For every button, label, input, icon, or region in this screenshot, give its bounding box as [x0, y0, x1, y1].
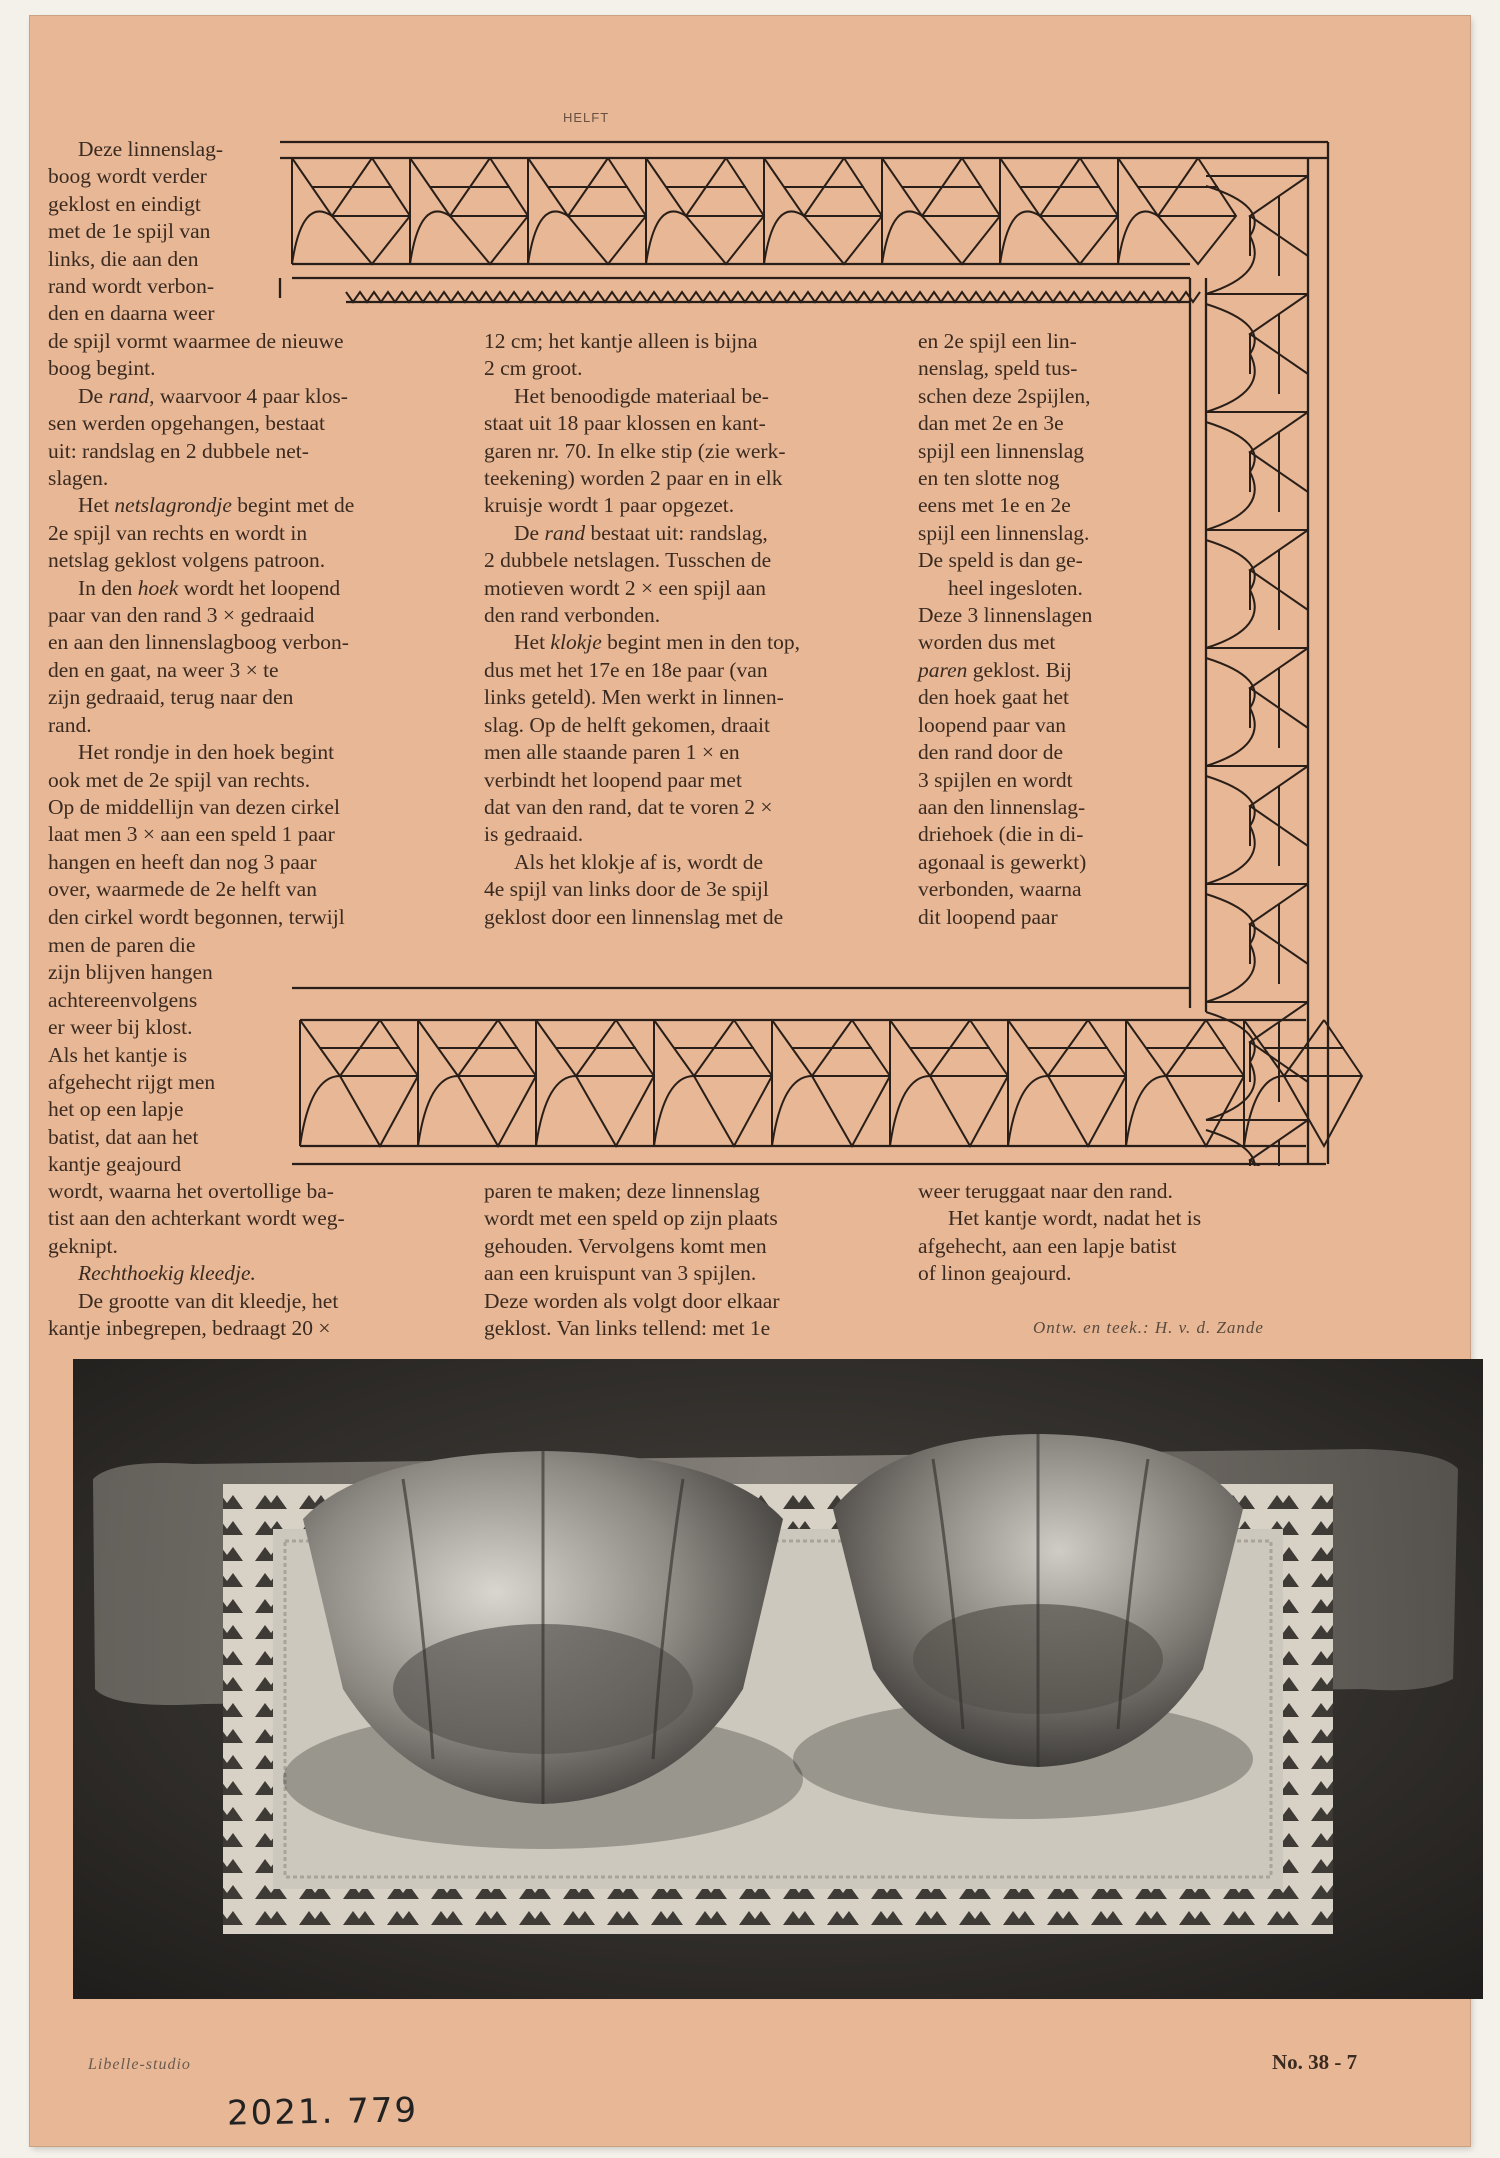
text-line: 2e spijl van rechts en wordt in [48, 520, 308, 545]
text-line: en aan den linnenslagboog verbon- [48, 630, 349, 655]
text-line: of linon geajourd. [918, 1261, 1072, 1286]
column-2-top [484, 328, 904, 931]
text-line: Het klokje begint men in den top, [514, 630, 800, 655]
text-line: Als het kantje is [48, 1042, 188, 1067]
text-line: rand. [48, 712, 92, 737]
text-line: afgehecht, aan een lapje batist [918, 1233, 1177, 1258]
text-line: dat van den rand, dat te voren 2 × [484, 794, 773, 819]
text-line: Het kantje wordt, nadat het is [948, 1206, 1202, 1231]
text-line: gehouden. Vervolgens komt men [484, 1233, 767, 1258]
text-line: batist, dat aan het [48, 1124, 199, 1149]
text-line: De speld is dan ge- [918, 548, 1083, 573]
text-line: schen deze 2spijlen, [918, 383, 1091, 408]
photo-bowls-on-lace-cloth [73, 1359, 1483, 1999]
column-1-middle [48, 328, 466, 931]
text-line: In den hoek wordt het loopend [78, 575, 341, 600]
text-line: kruisje wordt 1 paar opgezet. [484, 493, 735, 518]
text-line: aan een kruispunt van 3 spijlen. [484, 1261, 757, 1286]
text-line: spijl een linnenslag [918, 438, 1084, 463]
text-line: geklost door een linnenslag met de [484, 904, 784, 929]
text-line: dan met 2e en 3e [918, 411, 1064, 436]
text-line: het op een lapje [48, 1097, 184, 1122]
column-1-top [48, 136, 276, 328]
column-1-lower [48, 932, 276, 1179]
text-line: den rand verbonden. [484, 603, 661, 628]
text-line: sen werden opgehangen, bestaat [48, 411, 326, 436]
text-line: zijn gedraaid, terug naar den [48, 685, 294, 710]
text-line: men de paren die [48, 933, 196, 957]
text-line: Op de middellijn van dezen cirkel [48, 794, 340, 819]
text-line: den en daarna weer [48, 301, 215, 326]
design-credit: Ontw. en teek.: H. v. d. Zande [1033, 1318, 1264, 1337]
text-line: eens met 1e en 2e [918, 493, 1071, 518]
text-line: De rand bestaat uit: randslag, [514, 520, 768, 545]
text-line: nenslag, speld tus- [918, 356, 1078, 381]
page-number: No. 38 - 7 [1272, 2050, 1358, 2074]
text-line: men alle staande paren 1 × en [484, 740, 740, 765]
text-line: wordt met een speld op zijn plaats [484, 1206, 778, 1231]
text-line: den hoek gaat het [918, 685, 1070, 710]
text-line: De grootte van dit kleedje, het [78, 1288, 339, 1313]
text-line: kantje geajourd [48, 1152, 182, 1177]
text-line: Het rondje in den hoek begint [78, 740, 335, 765]
text-line: met de 1e spijl van [48, 219, 211, 244]
text-line: verbindt het loopend paar met [484, 767, 742, 792]
text-line: en ten slotte nog [918, 466, 1060, 491]
handwritten-accession-number: 2021. 779 [226, 2090, 419, 2134]
text-line: staat uit 18 paar klossen en kant- [484, 411, 766, 436]
text-line: geklost en eindigt [48, 191, 201, 216]
text-line: agonaal is gewerkt) [918, 849, 1087, 874]
text-line: teekening) worden 2 paar en in elk [484, 466, 783, 491]
text-line: 2 dubbele netslagen. Tusschen de [484, 548, 772, 573]
text-line: boog begint. [48, 356, 156, 381]
text-line: netslag geklost volgens patroon. [48, 548, 326, 573]
text-line: ook met de 2e spijl van rechts. [48, 767, 311, 792]
text-line: kantje inbegrepen, bedraagt 20 × [48, 1316, 331, 1341]
text-line: De rand, waarvoor 4 paar klos- [78, 383, 348, 408]
text-line: hangen en heeft dan nog 3 paar [48, 849, 317, 874]
text-line: boog wordt verder [48, 164, 207, 189]
text-line: links, die aan den [48, 246, 199, 271]
column-2-bottom [484, 1178, 904, 1342]
text-line: Deze linnenslag- [78, 137, 224, 161]
text-line: 4e spijl van links door de 3e spijl [484, 877, 769, 902]
text-line: aan den linnenslag- [918, 794, 1086, 819]
text-line: wordt, waarna het overtollige ba- [48, 1179, 334, 1203]
text-line: Als het klokje af is, wordt de [514, 849, 763, 874]
text-line: afgehecht rijgt men [48, 1070, 216, 1095]
text-line: geknipt. [48, 1233, 118, 1258]
text-line: links geteld). Men werkt in linnen- [484, 685, 784, 710]
text-line: spijl een linnenslag. [918, 520, 1090, 545]
text-line: Deze worden als volgt door elkaar [484, 1288, 780, 1313]
text-line: paren te maken; deze linnenslag [484, 1179, 760, 1203]
text-line: driehoek (die in di- [918, 822, 1084, 847]
text-line: garen nr. 70. In elke stip (zie werk- [484, 438, 786, 463]
text-line: verbonden, waarna [918, 877, 1082, 902]
text-line: over, waarmede de 2e helft van [48, 877, 317, 902]
text-line: Het benoodigde materiaal be- [514, 383, 769, 408]
text-line: laat men 3 × aan een speld 1 paar [48, 822, 335, 847]
text-line: dit loopend paar [918, 904, 1058, 929]
text-line: den rand door de [918, 740, 1064, 765]
text-line: achtereenvolgens [48, 987, 198, 1012]
text-line: den cirkel wordt begonnen, terwijl [48, 904, 345, 929]
magazine-page [30, 16, 1470, 2146]
text-line: paren geklost. Bij [918, 657, 1072, 682]
text-line: er weer bij klost. [48, 1015, 193, 1040]
text-line: rand wordt verbon- [48, 274, 214, 299]
column-1-bottom [48, 1178, 466, 1342]
text-line: den en gaat, na weer 3 × te [48, 657, 279, 682]
text-line: slag. Op de helft gekomen, draait [484, 712, 770, 737]
text-line: 12 cm; het kantje alleen is bijna [484, 329, 758, 353]
text-line: dus met het 17e en 18e paar (van [484, 657, 768, 682]
text-line: worden dus met [918, 630, 1056, 655]
text-line: 2 cm groot. [484, 356, 583, 381]
text-line: zijn blijven hangen [48, 960, 213, 985]
text-line: weer teruggaat naar den rand. [918, 1179, 1173, 1203]
text-line: Het netslagrondje begint met de [78, 493, 355, 518]
text-line: paar van den rand 3 × gedraaid [48, 603, 315, 628]
text-line: uit: randslag en 2 dubbele net- [48, 438, 309, 463]
text-line: slagen. [48, 466, 109, 491]
section-heading: Rechthoekig kleedje. [78, 1261, 256, 1286]
text-line: geklost. Van links tellend: met 1e [484, 1316, 771, 1341]
text-line: heel ingesloten. [948, 575, 1083, 600]
text-line: is gedraaid. [484, 822, 584, 847]
text-line: motieven wordt 2 × een spijl aan [484, 575, 766, 600]
text-line: Deze 3 linnenslagen [918, 603, 1093, 628]
text-line: tist aan den achterkant wordt weg- [48, 1206, 345, 1231]
running-head: HELFT [563, 110, 610, 125]
text-line: loopend paar van [918, 712, 1067, 737]
column-3-top [918, 328, 1168, 931]
column-3-bottom [918, 1178, 1354, 1288]
text-line: 3 spijlen en wordt [918, 767, 1073, 792]
text-line: de spijl vormt waarmee de nieuwe [48, 329, 344, 353]
text-line: en 2e spijl een lin- [918, 329, 1077, 353]
photo-credit: Libelle-studio [88, 2056, 191, 2073]
